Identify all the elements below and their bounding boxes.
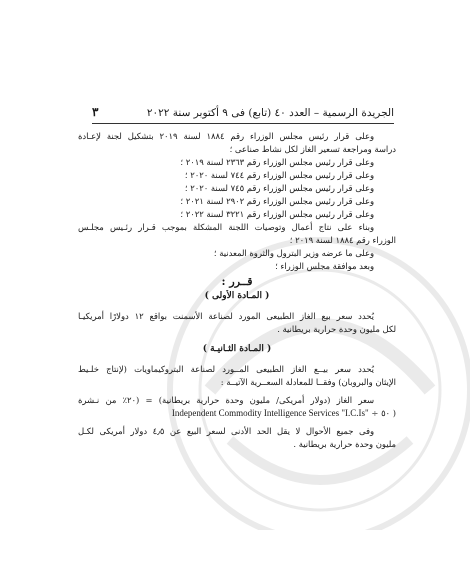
header-title: الجريدة الرسمية – العدد ٤٠ (تابع) فى ٩ أكتوبر سنة ٢٠٢٢ <box>146 107 394 119</box>
english-source-name: Independent Commodity Intelligence Services "I.C.Is" <box>171 408 369 418</box>
preamble-line: وعلى ما عرضه وزير البترول والثروة المعدنية ؛ <box>213 248 374 258</box>
document-body <box>78 130 396 451</box>
article-2-line: سعر الغاز (دولار أمريكى/ مليون وحدة حرارية بريطانية) = (٢٠٪ من نـشرة <box>78 395 375 405</box>
preamble-line: وعلى قرار رئيس مجلس الوزراء رقم ٧٤٤ لسنة ٢٠٢٠ ؛ <box>184 170 374 180</box>
preamble-line: وعلى قرار رئيس مجلس الوزراء رقم ٢٣٦٣ لسنة ٢٠١٩ ؛ <box>180 157 374 167</box>
page-number: ٣ <box>92 105 99 119</box>
preamble-line: الوزراء رقم ١٨٨٤ لسنة ٢٠١٩ ؛ <box>289 235 396 245</box>
page-header <box>92 105 394 124</box>
preamble-line: وعلى قرار رئيس مجلس الوزراء رقم ٣٢٢١ لسنة ٢٠٢٢ ؛ <box>180 209 374 219</box>
preamble-line: وعلى قرار رئيس مجلس الوزراء رقم ١٨٨٤ لسنة ٢٠١٩ بتشكيل لجنة لإعـادة <box>78 131 374 141</box>
article-2-line: وفى جميع الأحوال لا يقل الحد الأدنى لسعر البيع عن ٤٫٥ دولار أمريكى لكـل <box>78 426 374 436</box>
article-1-heading: ( المـادة الأولى ) <box>204 291 270 301</box>
article-2-line: يُحدد سعر بيــع الغاز الطبيعى المــورد لصناعة البتروكيماويات (لإنتاج خلـيط <box>78 364 374 374</box>
decision-heading: قــرر : <box>221 275 253 288</box>
formula-divisor: ( ٥٠ ÷ <box>368 408 396 418</box>
preamble-line: وبعد موافقة مجلس الوزراء ؛ <box>275 261 374 271</box>
preamble-line: وعلى قرار رئيس مجلس الوزراء رقم ٧٤٥ لسنة ٢٠٢٠ ؛ <box>184 183 374 193</box>
formula-line <box>78 407 396 420</box>
article-1-line: لكل مليون وحدة حرارية بريطانية . <box>277 324 396 334</box>
article-1-line: يُحدد سعر بيع الغاز الطبيعى المورد لصناعة الأسمنت بواقع ١٢ دولارًا أمريكيـا <box>78 311 375 321</box>
article-2-line: الإيثان والبروبان) وفقــا للمعادلة السعــرية الآتيــة : <box>220 377 396 387</box>
preamble-line: وبناء على نتاج أعمال وتوصيات اللجنة المشكلة بموجب قـرار رئـيس مجلـس <box>78 222 374 232</box>
preamble-line: دراسة ومراجعة تسعير الغاز لكل نشاط صناعى ؛ <box>229 144 396 154</box>
article-2-line: مليون وحدة حرارية بريطانية . <box>293 439 396 449</box>
article-2-heading: ( المـادة الثـانيـة ) <box>202 344 272 354</box>
preamble-line: وعلى قرار رئيس مجلس الوزراء رقم ٢٩٠٢ لسنة ٢٠٢١ ؛ <box>180 196 374 206</box>
